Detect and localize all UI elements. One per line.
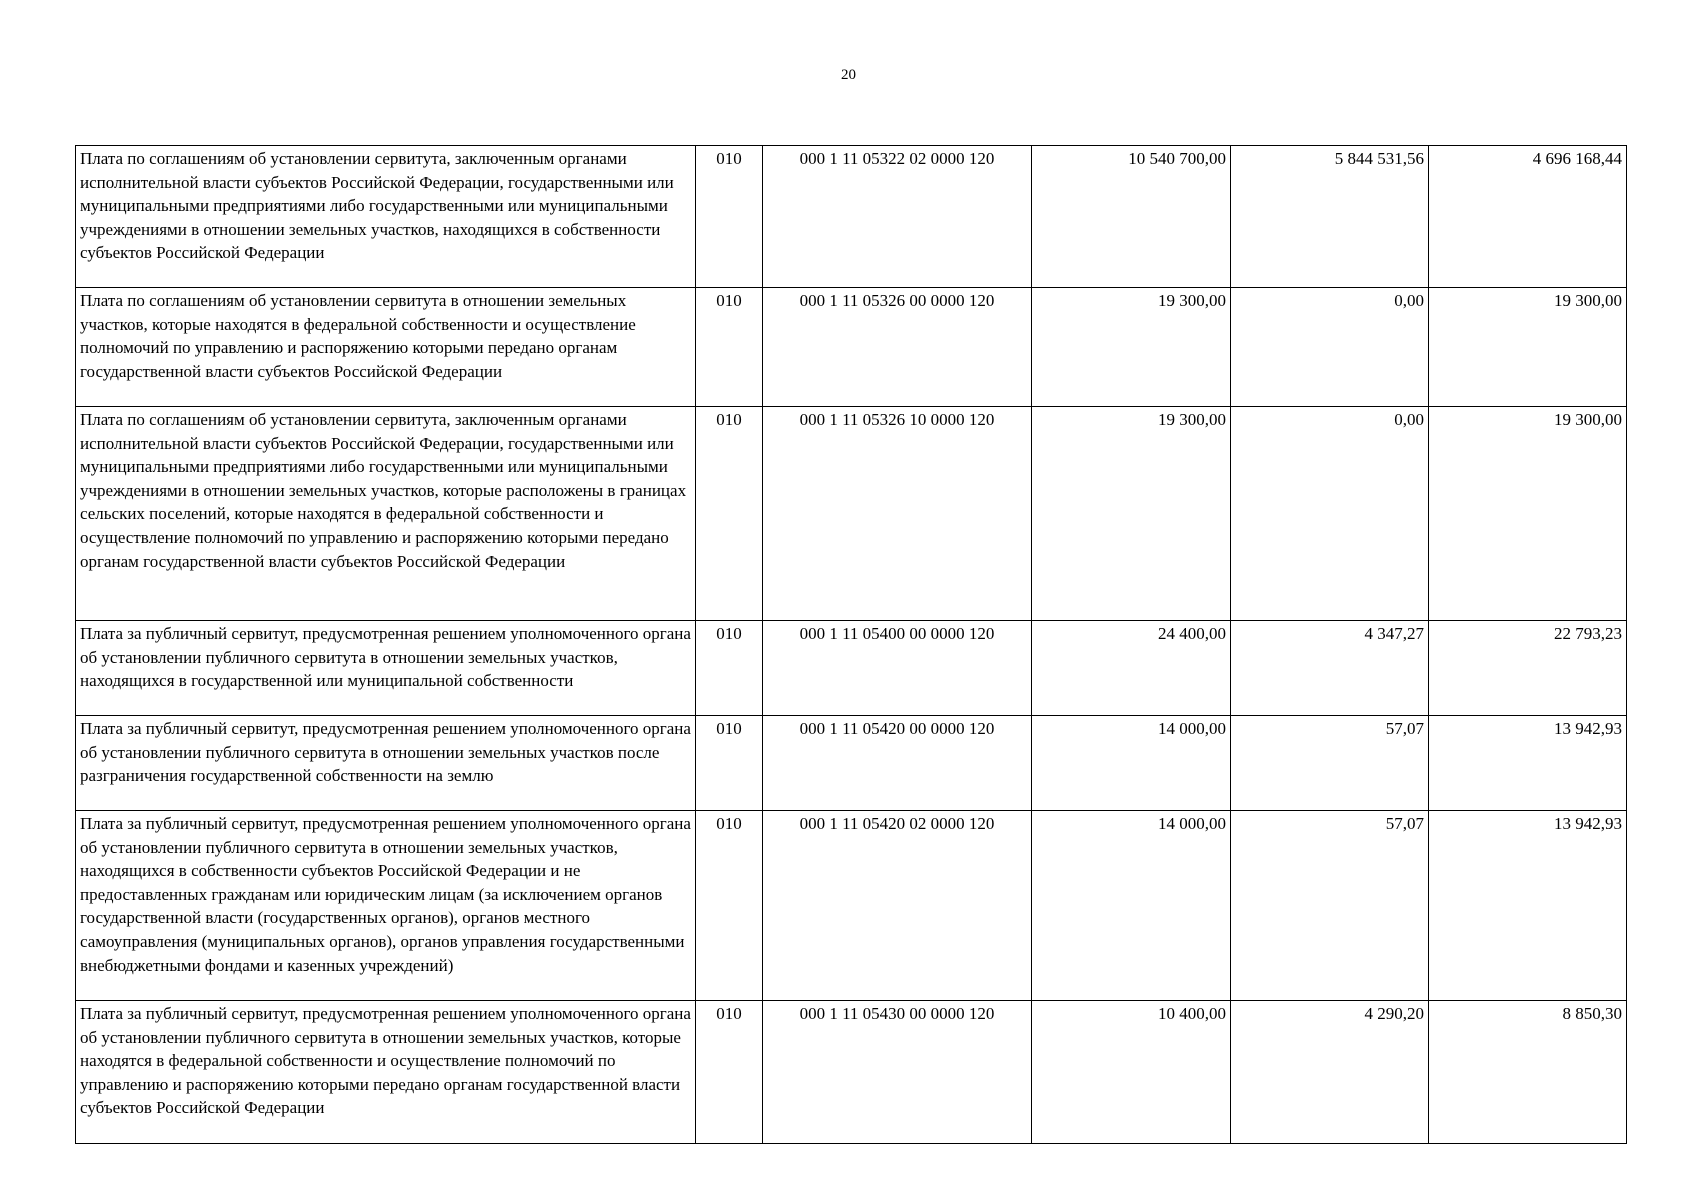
line-code-cell: 010: [696, 1001, 763, 1144]
executed-amount-cell: 4 347,27: [1231, 621, 1429, 716]
plan-amount-cell: 19 300,00: [1032, 288, 1231, 407]
plan-amount-cell: 24 400,00: [1032, 621, 1231, 716]
budget-code-cell: 000 1 11 05420 00 0000 120: [763, 716, 1032, 811]
income-name-cell: Плата за публичный сервитут, предусмотренная решением уполномоченного органа об установлении публичного сервитута в отношении земельных участков, которые находятся в федеральной собственности и осуществление полномочий по управлению и распоряжению которыми передано органам государственной власти субъектов Российской Федерации: [76, 1001, 696, 1144]
table-row: [76, 621, 1627, 716]
budget-code-cell: 000 1 11 05326 10 0000 120: [763, 407, 1032, 621]
table-row: [76, 146, 1627, 288]
table-row: [76, 1001, 1627, 1144]
line-code-cell: 010: [696, 621, 763, 716]
budget-code-cell: 000 1 11 05420 02 0000 120: [763, 811, 1032, 1001]
budget-code-cell: 000 1 11 05322 02 0000 120: [763, 146, 1032, 288]
remainder-amount-cell: 19 300,00: [1429, 288, 1627, 407]
revenue-table: [75, 145, 1627, 1144]
line-code-cell: 010: [696, 146, 763, 288]
plan-amount-cell: 10 540 700,00: [1032, 146, 1231, 288]
page-number: 20: [841, 67, 856, 83]
executed-amount-cell: 0,00: [1231, 407, 1429, 621]
income-name-cell: Плата за публичный сервитут, предусмотренная решением уполномоченного органа об установлении публичного сервитута в отношении земельных участков, находящихся в собственности субъектов Российской Федерации и не предоставленных гражданам или юридическим лицам (за исключением органов государственной власти (государственных органов), органов местного самоуправления (муниципальных органов), органов управления государственными внебюджетными фондами и казенных учреждений): [76, 811, 696, 1001]
remainder-amount-cell: 19 300,00: [1429, 407, 1627, 621]
income-name-cell: Плата по соглашениям об установлении сервитута, заключенным органами исполнительной власти субъектов Российской Федерации, государственными или муниципальными предприятиями либо государственными или муниципальными учреждениями в отношении земельных участков, находящихся в собственности субъектов Российской Федерации: [76, 146, 696, 288]
executed-amount-cell: 0,00: [1231, 288, 1429, 407]
income-name-cell: Плата за публичный сервитут, предусмотренная решением уполномоченного органа об установлении публичного сервитута в отношении земельных участков, находящихся в государственной или муниципальной собственности: [76, 621, 696, 716]
line-code-cell: 010: [696, 811, 763, 1001]
remainder-amount-cell: 4 696 168,44: [1429, 146, 1627, 288]
executed-amount-cell: 4 290,20: [1231, 1001, 1429, 1144]
budget-code-cell: 000 1 11 05430 00 0000 120: [763, 1001, 1032, 1144]
line-code-cell: 010: [696, 716, 763, 811]
table-row: [76, 407, 1627, 621]
executed-amount-cell: 57,07: [1231, 811, 1429, 1001]
income-name-cell: Плата по соглашениям об установлении сервитута, заключенным органами исполнительной власти субъектов Российской Федерации, государственными или муниципальными предприятиями либо государственными или муниципальными учреждениями в отношении земельных участков, которые расположены в границах сельских поселений, которые находятся в федеральной собственности и осуществление полномочий по управлению и распоряжению которыми передано органам государственной власти субъектов Российской Федерации: [76, 407, 696, 621]
remainder-amount-cell: 8 850,30: [1429, 1001, 1627, 1144]
line-code-cell: 010: [696, 288, 763, 407]
line-code-cell: 010: [696, 407, 763, 621]
plan-amount-cell: 14 000,00: [1032, 716, 1231, 811]
budget-code-cell: 000 1 11 05326 00 0000 120: [763, 288, 1032, 407]
income-name-cell: Плата по соглашениям об установлении сервитута в отношении земельных участков, которые находятся в федеральной собственности и осуществление полномочий по управлению и распоряжению которыми передано органам государственной власти субъектов Российской Федерации: [76, 288, 696, 407]
executed-amount-cell: 57,07: [1231, 716, 1429, 811]
remainder-amount-cell: 13 942,93: [1429, 811, 1627, 1001]
remainder-amount-cell: 22 793,23: [1429, 621, 1627, 716]
plan-amount-cell: 14 000,00: [1032, 811, 1231, 1001]
remainder-amount-cell: 13 942,93: [1429, 716, 1627, 811]
plan-amount-cell: 19 300,00: [1032, 407, 1231, 621]
table-row: [76, 288, 1627, 407]
table-row: [76, 811, 1627, 1001]
executed-amount-cell: 5 844 531,56: [1231, 146, 1429, 288]
plan-amount-cell: 10 400,00: [1032, 1001, 1231, 1144]
income-name-cell: Плата за публичный сервитут, предусмотренная решением уполномоченного органа об установлении публичного сервитута в отношении земельных участков после разграничения государственной собственности на землю: [76, 716, 696, 811]
table-row: [76, 716, 1627, 811]
budget-code-cell: 000 1 11 05400 00 0000 120: [763, 621, 1032, 716]
